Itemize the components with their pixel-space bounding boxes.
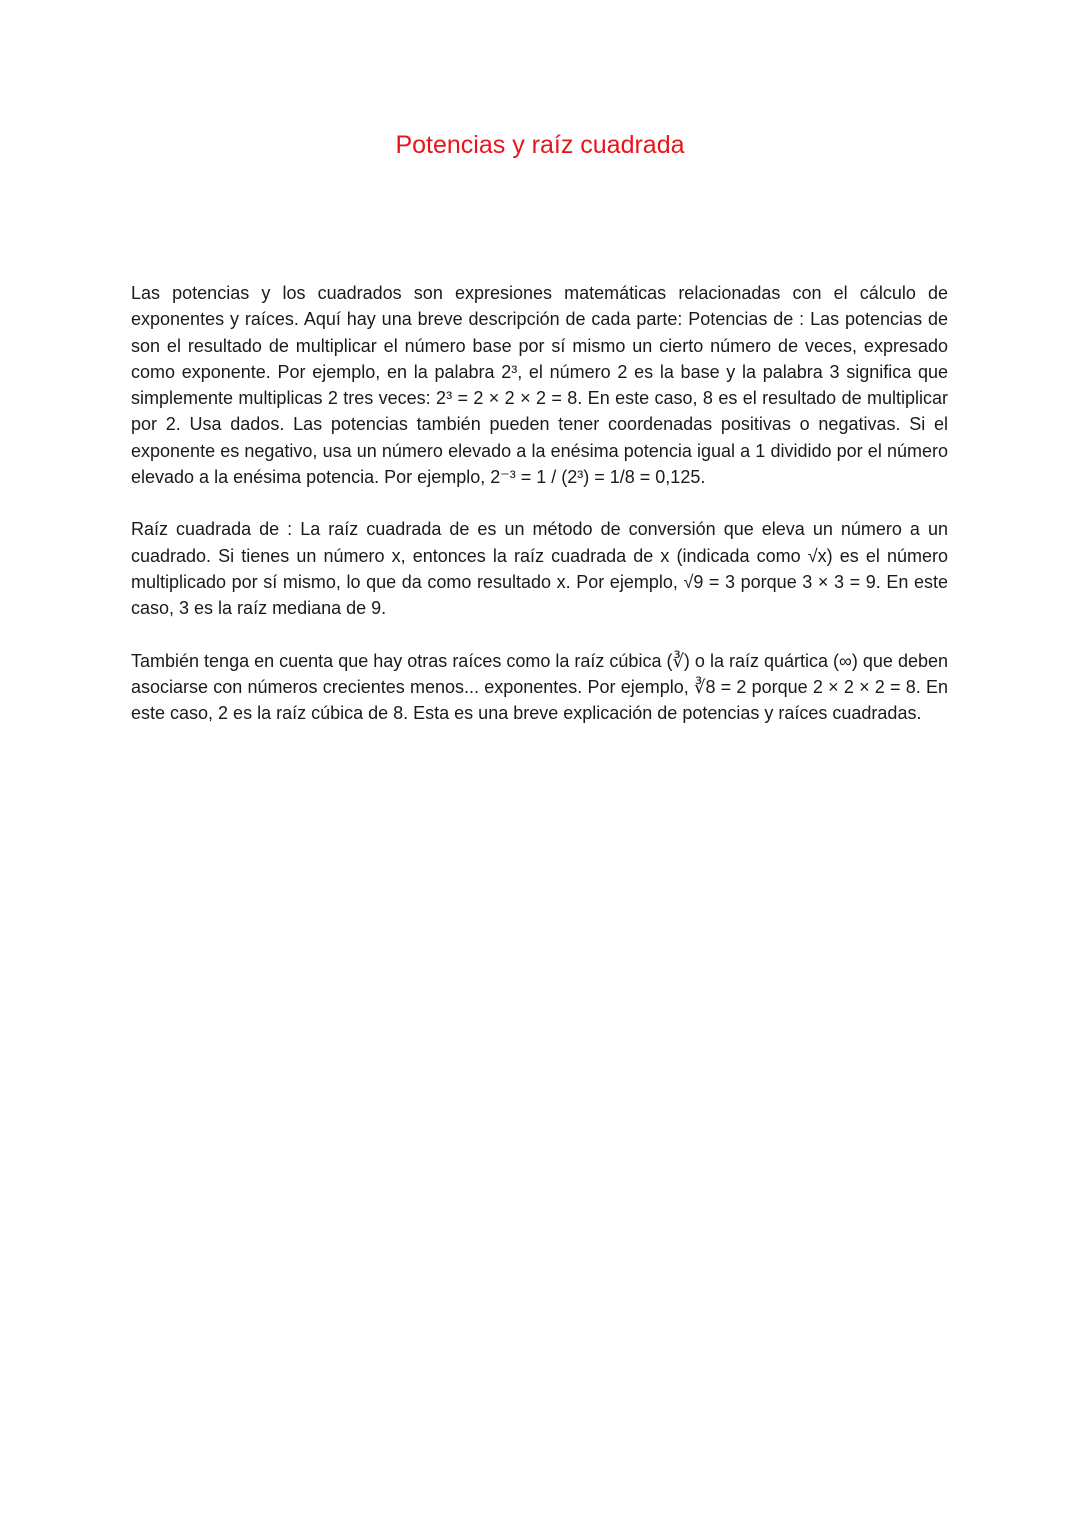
paragraph-otras-raices: También tenga en cuenta que hay otras raíces como la raíz cúbica (∛) o la raíz quártica (∞) que deben asociarse con números crecientes menos... exponentes. Por ejemplo, ∛8 = 2 porque 2 × 2 × 2 = 8. En este caso, 2 es la raíz cúbica de 8. Esta es una breve explicación de potencias y raíces cuadradas. xyxy=(131,650,948,724)
document-title: Potencias y raíz cuadrada xyxy=(395,131,685,159)
paragraph-raiz-cuadrada: Raíz cuadrada de : La raíz cuadrada de es un método de conversión que eleva un número a un cuadrado. Si tienes un número x, entonces la raíz cuadrada de x (indicada como √x) es el número multiplicado por sí mismo, lo que da como resultado x. Por ejemplo, √9 = 3 porque 3 × 3 = 9. En este caso, 3 es la raíz mediana de 9. xyxy=(131,519,948,619)
document-body xyxy=(131,280,948,752)
paragraph-potencias: Las potencias y los cuadrados son expresiones matemáticas relacionadas con el cálculo de exponentes y raíces. Aquí hay una breve descripción de cada parte: Potencias de : Las potencias de son el resultado de multiplicar el número base por sí mismo un cierto número de veces, expresado como exponente. Por ejemplo, en la palabra 2³, el número 2 es la base y la palabra 3 significa que simplemente multiplicas 2 tres veces: 2³ = 2 × 2 × 2 = 8. En este caso, 8 es el resultado de multiplicar por 2. Usa dados. Las potencias también pueden tener coordenadas positivas o negativas. Si el exponente es negativo, usa un número elevado a la enésima potencia igual a 1 dividido por el número elevado a la enésima potencia. Por ejemplo, 2⁻³ = 1 / (2³) = 1/8 = 0,125. xyxy=(131,283,948,488)
